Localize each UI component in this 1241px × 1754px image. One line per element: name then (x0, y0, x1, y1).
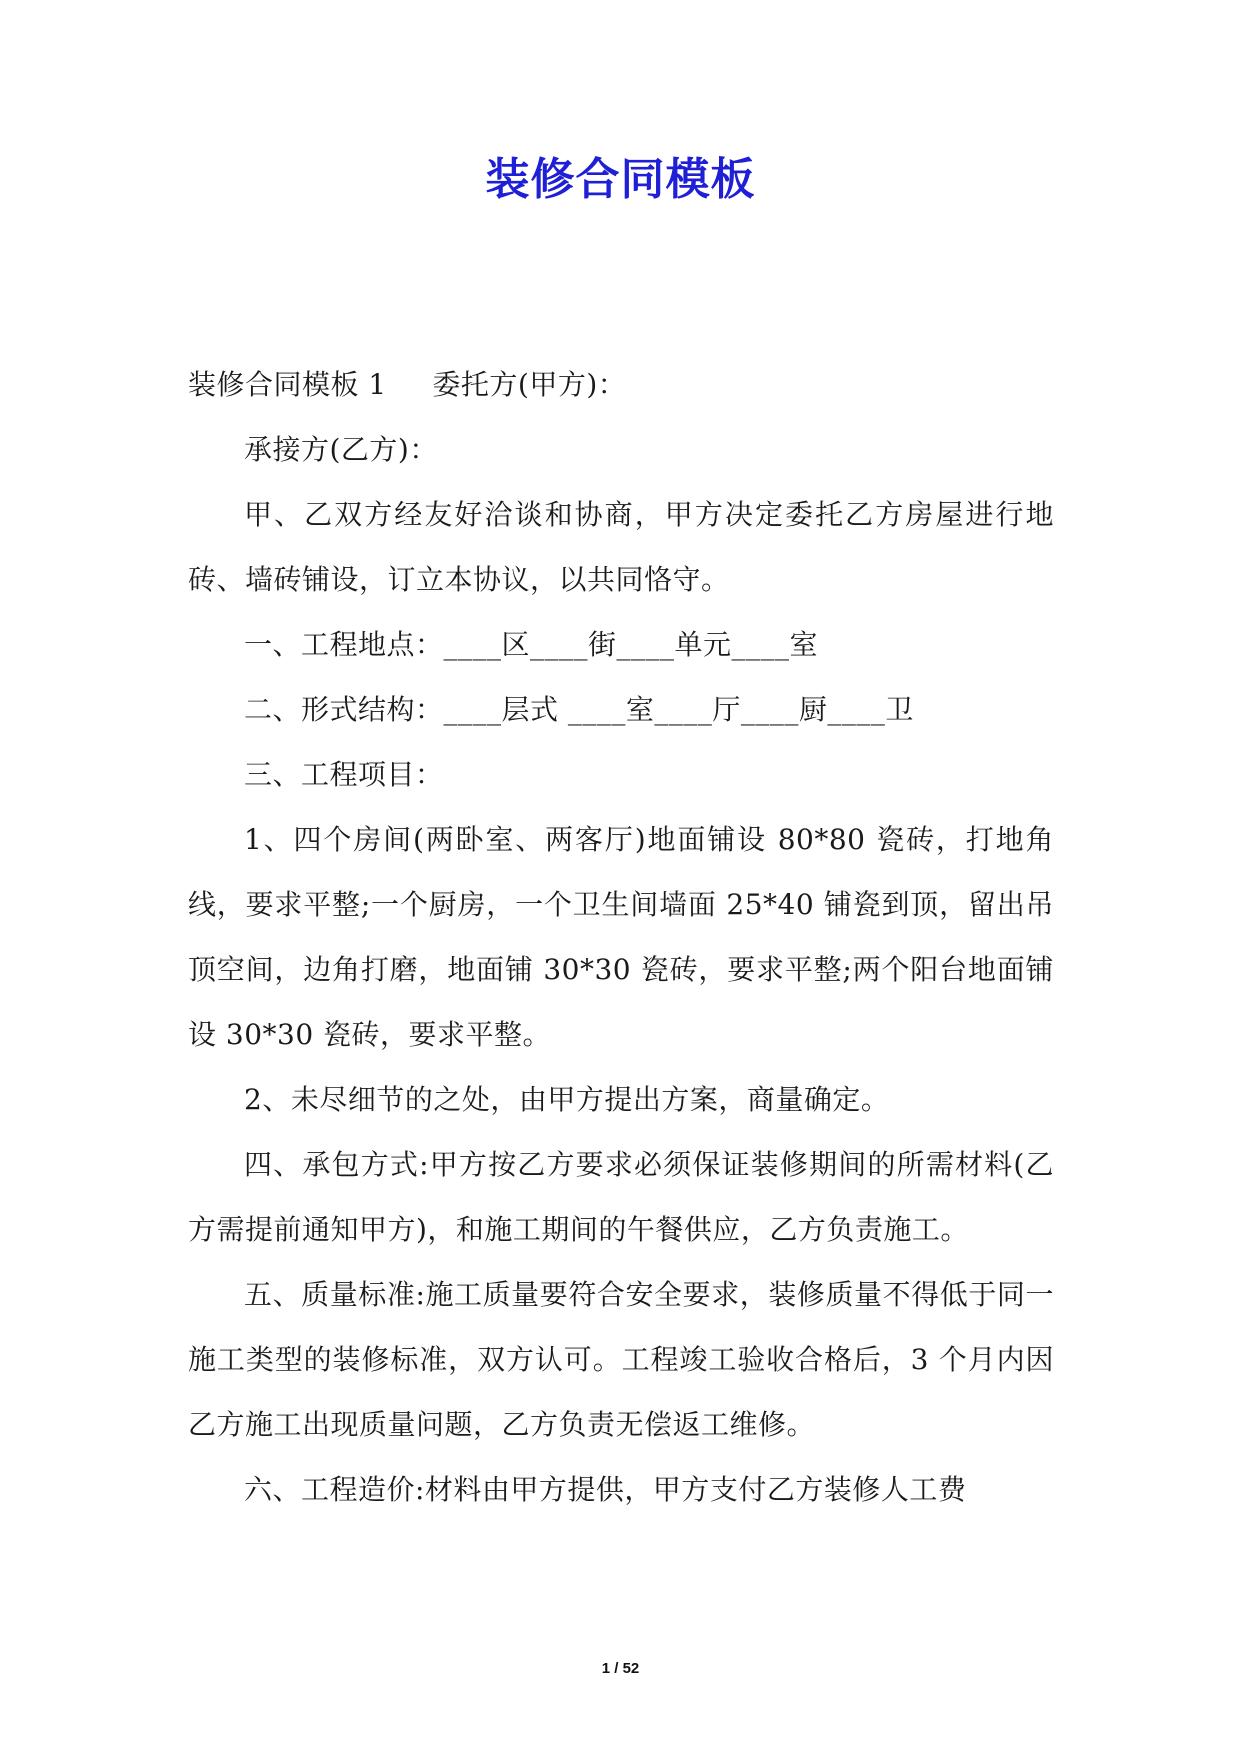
paragraph-item-1: 1、四个房间(两卧室、两客厅)地面铺设 80*80 瓷砖，打地角线，要求平整;一个厨房，一个卫生间墙面 25*40 铺瓷到顶，留出吊顶空间，边角打磨，地面铺 30*30 瓷砖，要求平整;两个阳台地面铺设 30*30 瓷砖，要求平整。 (188, 823, 1054, 1051)
paragraph-heading: 装修合同模板 1 委托方(甲方)： (188, 368, 627, 401)
paragraph-quality-standard: 五、质量标准:施工质量要符合安全要求，装修质量不得低于同一施工类型的装修标准，双方认可。工程竣工验收合格后，3 个月内因乙方施工出现质量问题，乙方负责无偿返工维修。 (188, 1278, 1054, 1441)
document-body (188, 352, 1054, 1522)
paragraph-items-heading: 三、工程项目： (244, 758, 444, 791)
paragraph-contract-method: 四、承包方式:甲方按乙方要求必须保证装修期间的所需材料(乙方需提前通知甲方)，和施工期间的午餐供应，乙方负责施工。 (188, 1148, 1054, 1246)
paragraph-location: 一、工程地点：____区____街____单元____室 (244, 628, 819, 661)
paragraph-cost: 六、工程造价:材料由甲方提供，甲方支付乙方装修人工费 (244, 1473, 967, 1506)
paragraph-item-2: 2、未尽细节的之处，由甲方提出方案，商量确定。 (244, 1083, 890, 1116)
paragraph-contractor: 承接方(乙方)： (244, 433, 438, 466)
paragraph-intro: 甲、乙双方经友好洽谈和协商，甲方决定委托乙方房屋进行地砖、墙砖铺设，订立本协议，以共同恪守。 (188, 498, 1054, 596)
page-number: 1 / 52 (601, 1660, 640, 1677)
paragraph-structure: 二、形式结构：____层式 ____室____厅____厨____卫 (244, 693, 914, 726)
document-title: 装修合同模板 (485, 154, 756, 205)
